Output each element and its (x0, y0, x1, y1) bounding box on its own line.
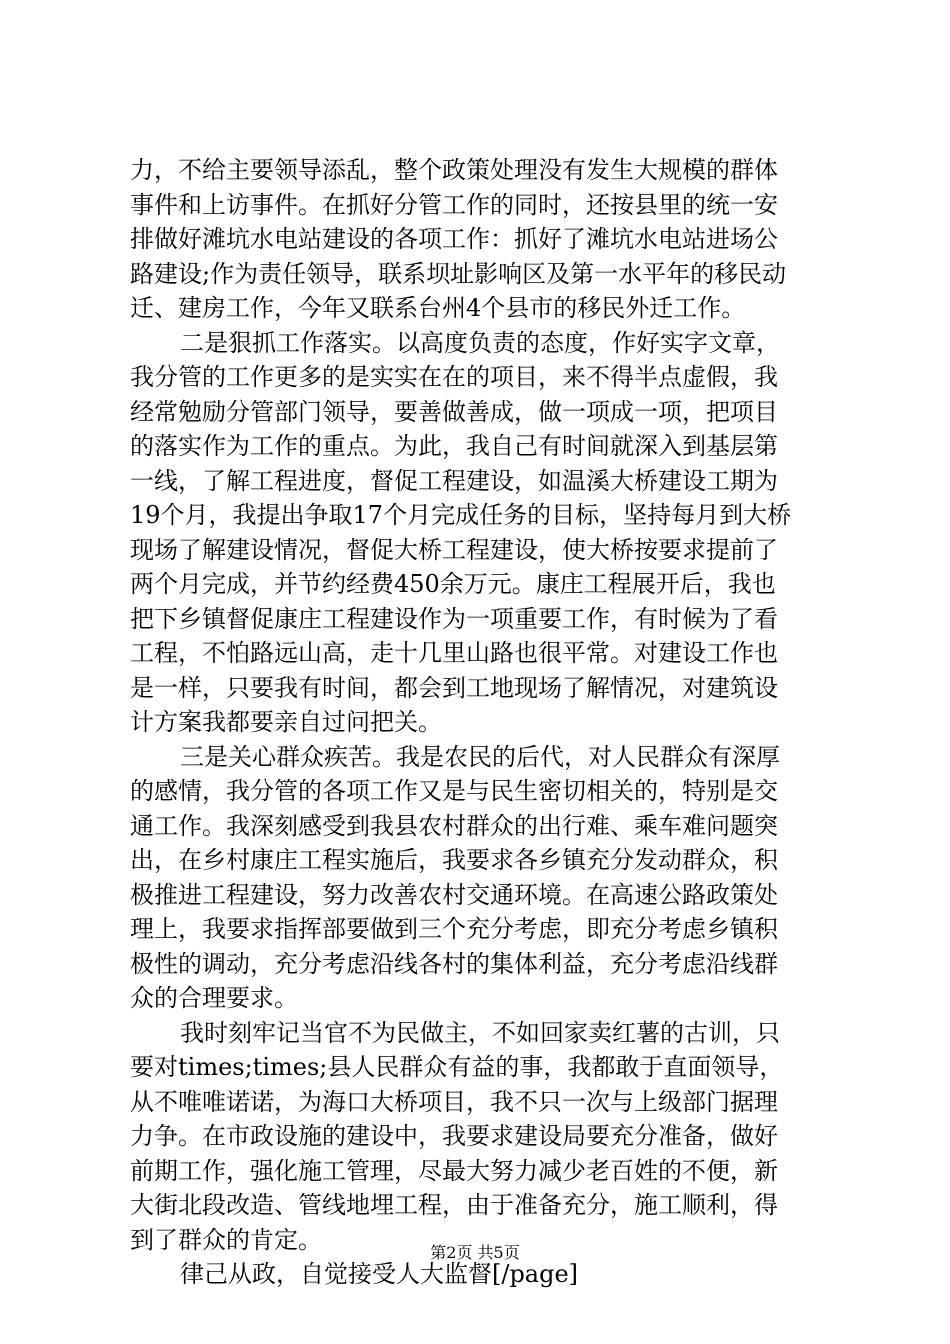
text-line-25: 众的合理要求。 (130, 984, 298, 1012)
text-line-12: 现场了解建设情况，督促大桥工程建设，使大桥按要求提前了 (130, 535, 778, 564)
paragraph-start-4: 我时刻牢记当官不为民做主，不如回家卖红薯的古训，只 (180, 1018, 780, 1047)
paragraph-start-2: 二是狠抓工作落实。以高度负责的态度，作好实字文章， (180, 328, 780, 357)
text-line-21: 出，在乡村康庄工程实施后，我要求各乡镇充分发动群众，积 (130, 846, 778, 874)
text-line-29: 力争。在市政设施的建设中，我要求建设局要充分准备，做好 (130, 1122, 778, 1150)
text-line-19: 的感情，我分管的各项工作又是与民生密切相关的，特别是交 (130, 777, 778, 805)
text-line-20: 通工作。我深刻感受到我县农村群众的出行难、乘车难问题突 (130, 811, 778, 840)
document-body (130, 153, 830, 1292)
text-line-10: 一线，了解工程进度，督促工程建设，如温溪大桥建设工期为 (130, 466, 778, 495)
text-line-28: 从不唯唯诺诺，为海口大桥项目，我不只一次与上级部门据理 (130, 1087, 778, 1116)
text-line-24: 极性的调动，充分考虑沿线各村的集体利益，充分考虑沿线群 (130, 949, 778, 978)
text-line-32: 到了群众的肯定。 (130, 1225, 322, 1254)
text-line-16: 是一样，只要我有时间，都会到工地现场了解情况，对建筑设 (130, 673, 778, 702)
text-line-31: 大街北段改造、管线地埋工程，由于准备充分，施工顺利，得 (130, 1191, 778, 1219)
text-line-3: 排做好滩坑水电站建设的各项工作：抓好了滩坑水电站进场公 (130, 225, 778, 253)
text-line-5: 迁、建房工作，今年又联系台州4个县市的移民外迁工作。 (130, 294, 746, 322)
text-line-27: 要对times;times;县人民群众有益的事，我都敢于直面领导， (130, 1053, 784, 1081)
text-line-11: 19个月，我提出争取17个月完成任务的目标，坚持每月到大桥 (130, 501, 792, 529)
text-line-1: 力，不给主要领导添乱，整个政策处理没有发生大规模的群体 (130, 156, 778, 184)
text-line-7: 我分管的工作更多的是实实在在的项目，来不得半点虚假，我 (130, 363, 778, 391)
text-line-2: 事件和上访事件。在抓好分管工作的同时，还按县里的统一安 (130, 190, 778, 219)
page-footer: 第2页 共5页 (430, 1243, 520, 1262)
text-line-30: 前期工作，强化施工管理，尽最大努力减少老百姓的不便，新 (130, 1156, 778, 1185)
text-line-4: 路建设;作为责任领导，联系坝址影响区及第一水平年的移民动 (130, 259, 787, 288)
text-line-15: 工程，不怕路远山高，走十几里山路也很平常。对建设工作也 (130, 639, 778, 667)
text-line-23: 理上，我要求指挥部要做到三个充分考虑，即充分考虑乡镇积 (130, 915, 778, 943)
text-line-9: 的落实作为工作的重点。为此，我自己有时间就深入到基层第 (130, 432, 778, 460)
text-line-17: 计方案我都要亲自过问把关。 (130, 708, 442, 736)
text-line-8: 经常勉励分管部门领导，要善做善成，做一项成一项，把项目 (130, 397, 778, 426)
paragraph-start-3: 三是关心群众疾苦。我是农民的后代，对人民群众有深厚 (180, 742, 780, 771)
text-line-13: 两个月完成，并节约经费450余万元。康庄工程展开后，我也 (130, 570, 776, 598)
text-line-14: 把下乡镇督促康庄工程建设作为一项重要工作，有时候为了看 (130, 604, 778, 633)
section-heading: 律己从政，自觉接受人大监督[/page] (180, 1260, 579, 1288)
text-line-22: 极推进工程建设，努力改善农村交通环境。在高速公路政策处 (130, 880, 778, 909)
